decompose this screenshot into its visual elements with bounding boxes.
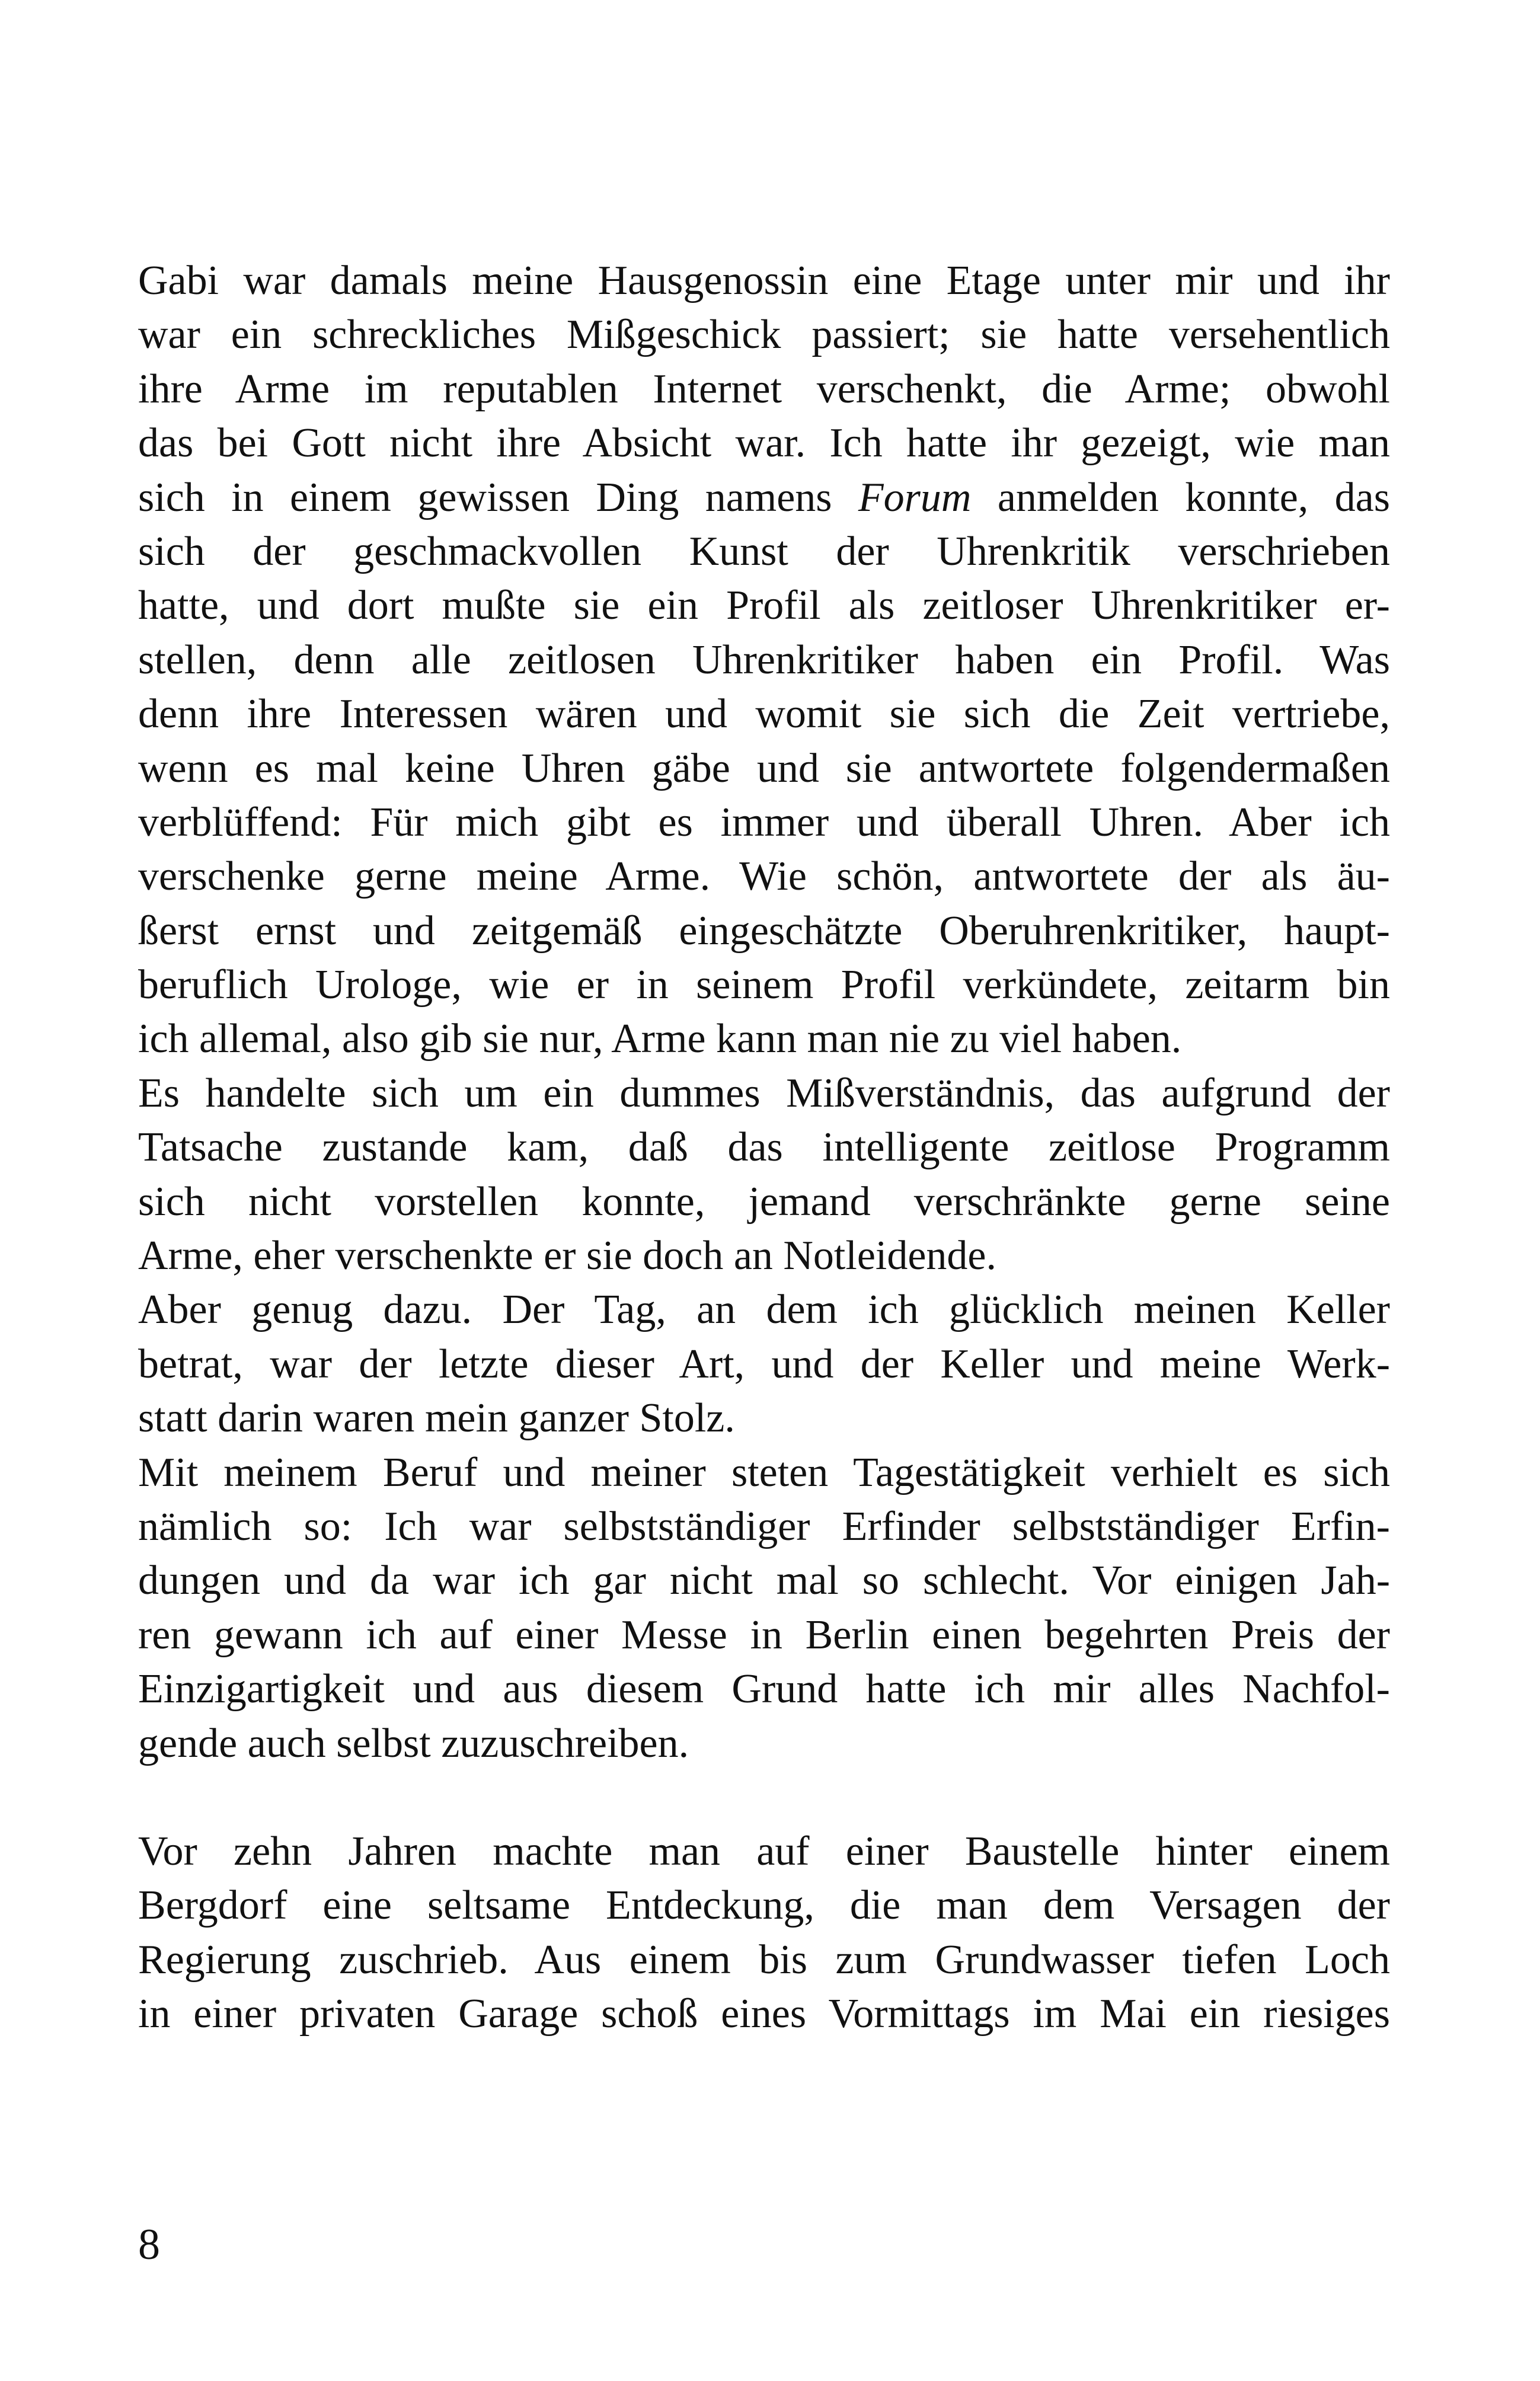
paragraph	[138, 1283, 1390, 1445]
text-line: statt darin waren mein ganzer Stolz.	[138, 1395, 735, 1442]
text-line: Einzigartigkeit und aus diesem Grund hatte ich mir alles Nachfol-	[138, 1666, 1390, 1712]
text-line: wenn es mal keine Uhren gäbe und sie antwortete folgendermaßen	[138, 745, 1390, 791]
text-line: ßerst ernst und zeitgemäß eingeschätzte Oberuhrenkritiker, haupt-	[138, 907, 1390, 954]
text-line: in einer privaten Garage schoß eines Vormittags im Mai ein riesiges	[138, 1991, 1390, 2037]
text-segment: anmelden konnte, das	[971, 474, 1390, 520]
text-line: dungen und da war ich gar nicht mal so schlecht. Vor einigen Jah-	[138, 1558, 1390, 1604]
text-line: nämlich so: Ich war selbstständiger Erfinder selbstständiger Erfin-	[138, 1503, 1390, 1549]
text-line: ren gewann ich auf einer Messe in Berlin einen begehrten Preis der	[138, 1612, 1390, 1658]
emphasis-word: Forum	[858, 474, 972, 520]
text-line: sich der geschmackvollen Kunst der Uhrenkritik verschrieben	[138, 528, 1390, 574]
text-line: war ein schreckliches Mißgeschick passiert; sie hatte versehentlich	[138, 312, 1390, 358]
page-number: 8	[138, 2220, 160, 2269]
text-line: Gabi war damals meine Hausgenossin eine Etage unter mir und ihr	[138, 258, 1390, 303]
paragraph	[138, 254, 1390, 1066]
text-line: beruflich Urologe, wie er in seinem Profil verkündete, zeitarm bin	[138, 962, 1390, 1008]
text-segment: sich in einem gewissen Ding namens	[138, 474, 858, 520]
paragraph	[138, 1824, 1390, 2041]
text-line: Arme, eher verschenkte er sie doch an Notleidende.	[138, 1233, 996, 1279]
text-line: Es handelte sich um ein dummes Mißverständnis, das aufgrund der	[138, 1070, 1390, 1116]
text-line: verblüffend: Für mich gibt es immer und überall Uhren. Aber ich	[138, 799, 1390, 845]
section-break	[138, 1770, 1390, 1824]
paragraph	[138, 1066, 1390, 1283]
text-line: das bei Gott nicht ihre Absicht war. Ich hatte ihr gezeigt, wie man	[138, 420, 1390, 466]
text-line: Bergdorf eine seltsame Entdeckung, die man dem Versagen der	[138, 1883, 1390, 1929]
text-line: hatte, und dort mußte sie ein Profil als zeitloser Uhrenkritiker er-	[138, 583, 1390, 629]
paragraph	[138, 1446, 1390, 1770]
text-line: Mit meinem Beruf und meiner steten Tagestätigkeit verhielt es sich	[138, 1449, 1390, 1495]
text-line: ihre Arme im reputablen Internet verschenkt, die Arme; obwohl	[138, 366, 1390, 412]
text-line: Vor zehn Jahren machte man auf einer Baustelle hinter einem	[138, 1828, 1390, 1874]
text-line: verschenke gerne meine Arme. Wie schön, antwortete der als äu-	[138, 854, 1390, 900]
text-line: denn ihre Interessen wären und womit sie sich die Zeit vertriebe,	[138, 691, 1390, 737]
text-line: betrat, war der letzte dieser Art, und der Keller und meine Werk-	[138, 1341, 1390, 1387]
text-line: Aber genug dazu. Der Tag, an dem ich glücklich meinen Keller	[138, 1287, 1390, 1333]
text-line	[138, 471, 1390, 525]
page-body	[138, 254, 1390, 2041]
text-line: ich allemal, also gib sie nur, Arme kann man nie zu viel haben.	[138, 1016, 1182, 1062]
text-line: Tatsache zustande kam, daß das intelligente zeitlose Programm	[138, 1124, 1390, 1171]
text-line: Regierung zuschrieb. Aus einem bis zum Grundwasser tiefen Loch	[138, 1936, 1390, 1983]
text-line: gende auch selbst zuzuschreiben.	[138, 1720, 689, 1766]
text-line: sich nicht vorstellen konnte, jemand verschränkte gerne seine	[138, 1178, 1390, 1225]
text-line: stellen, denn alle zeitlosen Uhrenkritiker haben ein Profil. Was	[138, 637, 1390, 683]
